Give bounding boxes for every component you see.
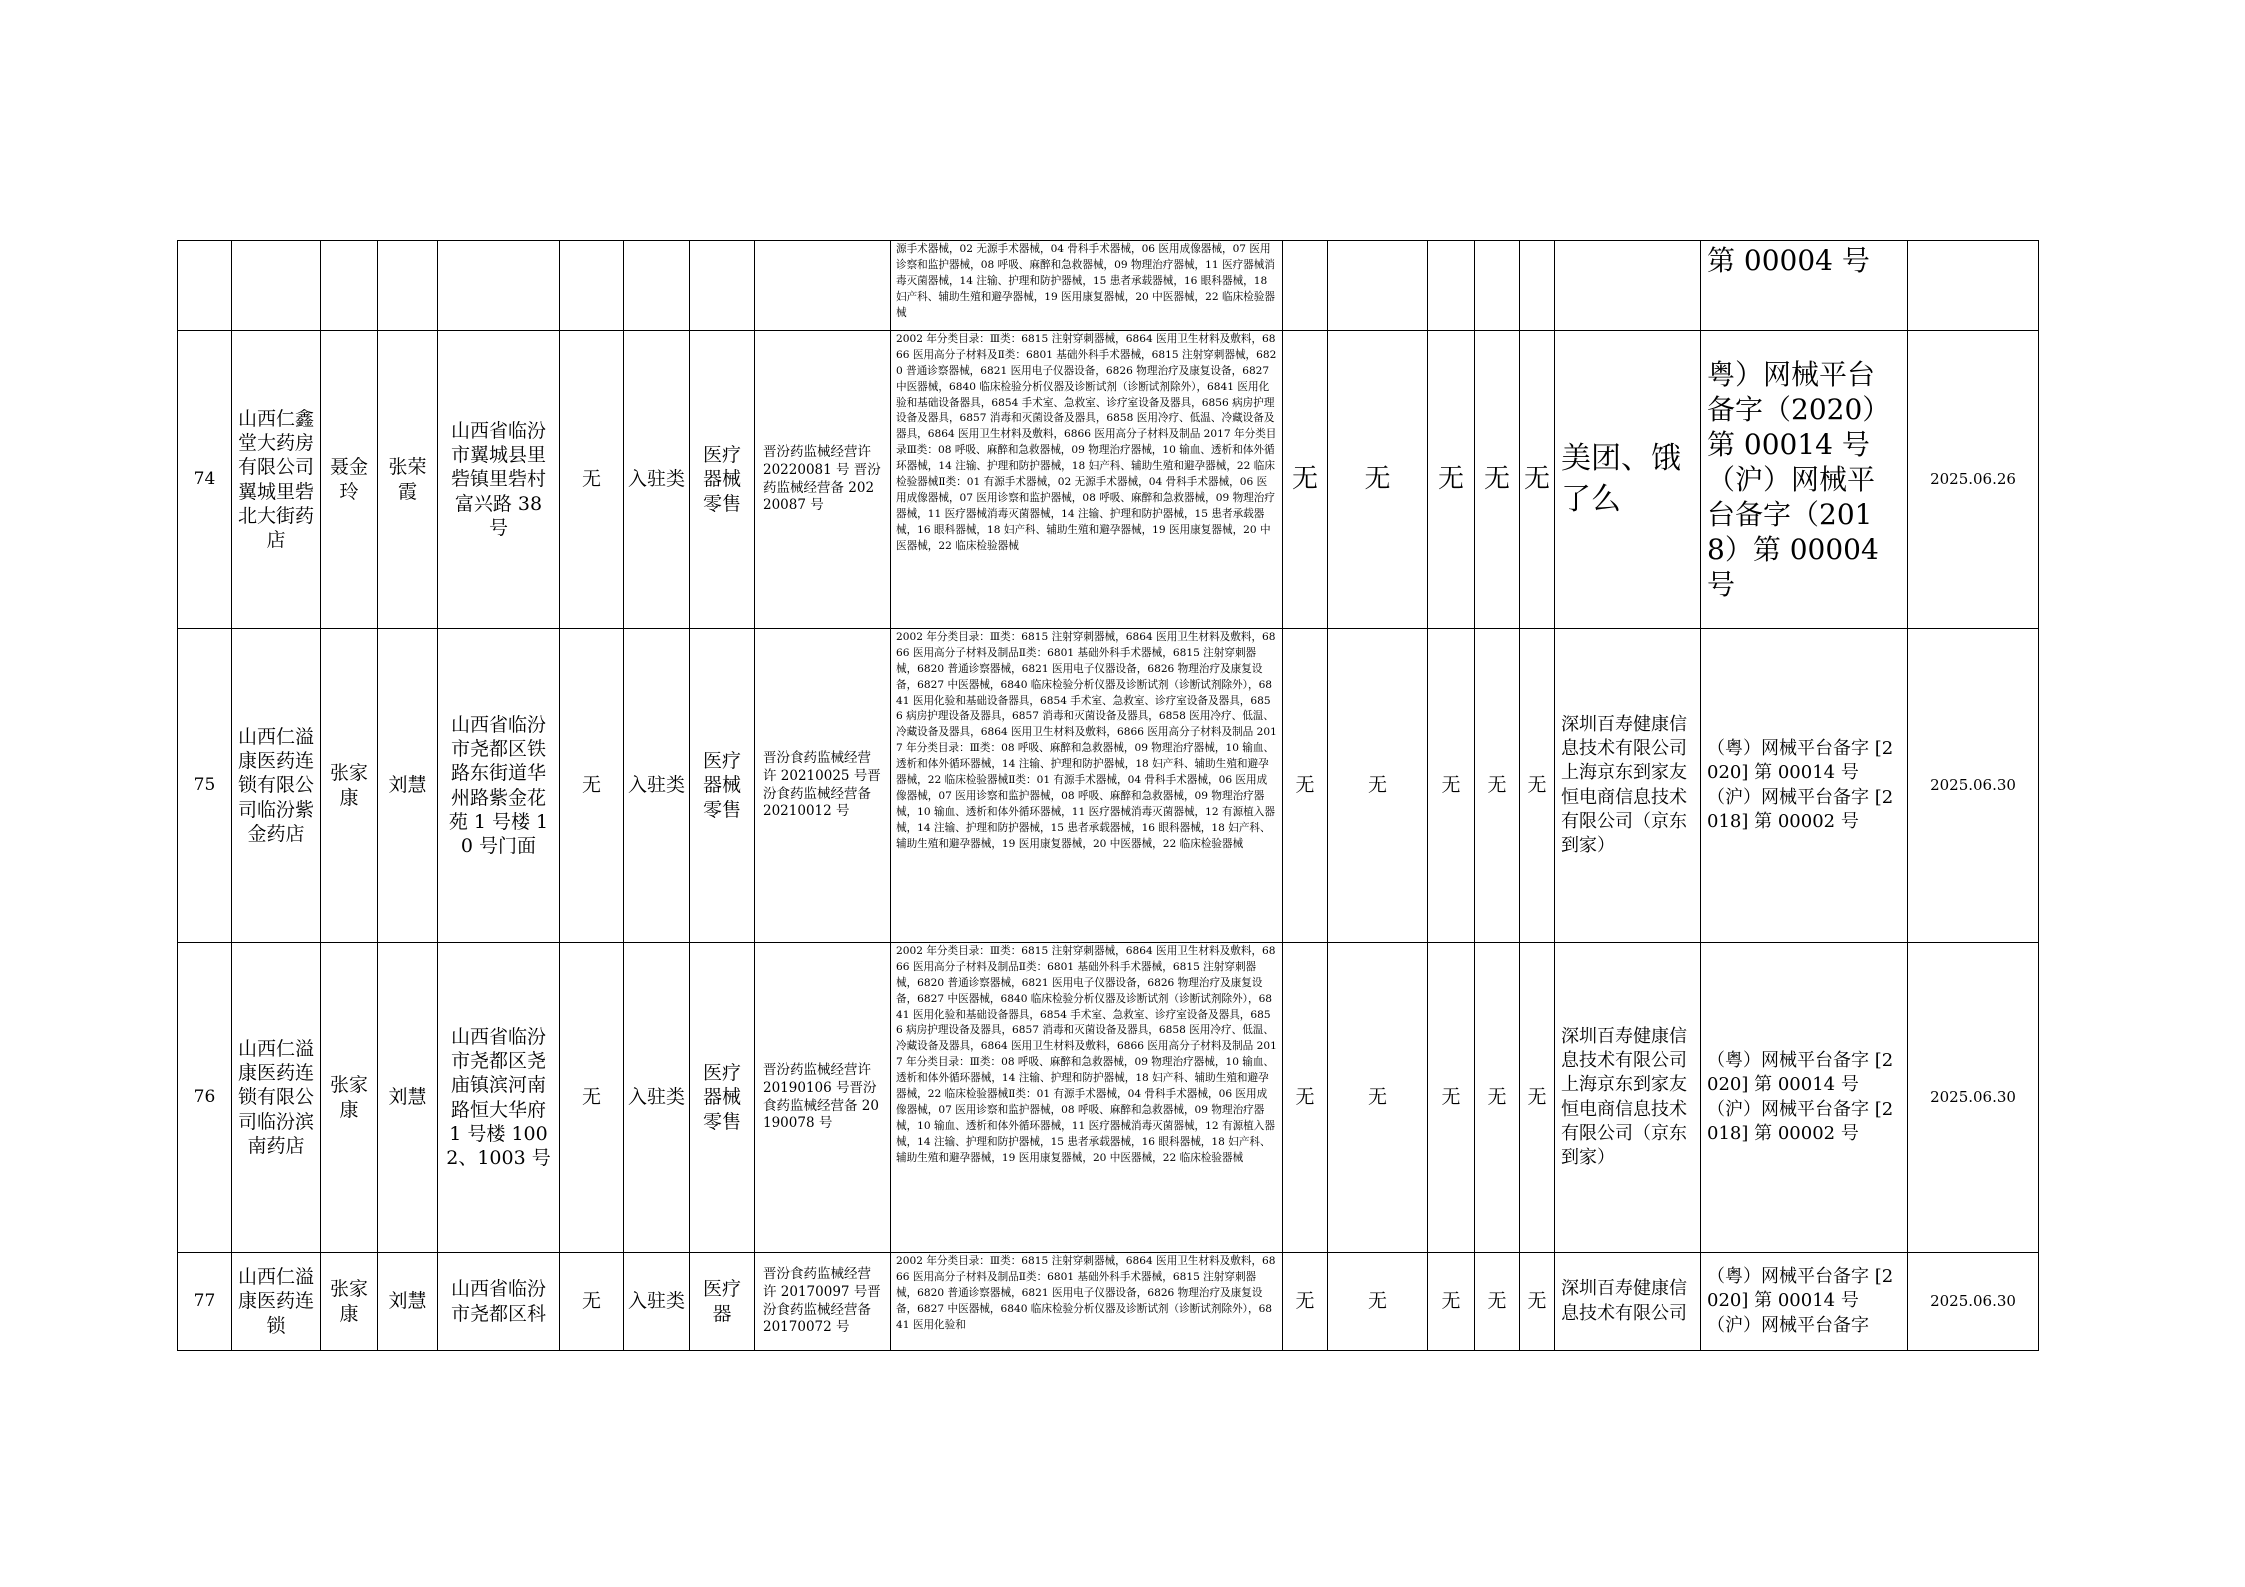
principal xyxy=(378,241,438,331)
date xyxy=(1908,241,2039,331)
table-row xyxy=(178,629,2039,943)
check-5 xyxy=(1520,241,1555,331)
check-5: 无 xyxy=(1520,331,1555,629)
row-number: 77 xyxy=(178,1253,232,1351)
platform-record-number: （粤）网械平台备字 [2020] 第 00014 号（沪）网械平台备字 [2018] 第 00002 号 xyxy=(1701,629,1908,943)
category: 入驻类 xyxy=(624,629,690,943)
company-name: 山西仁溢康医药连锁 xyxy=(232,1253,321,1351)
principal: 刘慧 xyxy=(378,629,438,943)
check-3: 无 xyxy=(1428,331,1475,629)
check-4: 无 xyxy=(1475,943,1520,1253)
legal-representative: 聂金玲 xyxy=(321,331,378,629)
business-scope: 2002 年分类目录：Ⅲ类：6815 注射穿刺器械，6864 医用卫生材料及敷料，6866 医用高分子材料及制品Ⅱ类：6801 基础外科手术器械，6815 注射穿刺器械，6820 普通诊察器械，6821 医用电子仪器设备，6826 物理治疗及康复设备，6827 中医器械，6840 临床检验分析仪器及诊断试剂（诊断试剂除外），6841 医用化验和 xyxy=(891,1253,1283,1351)
principal: 刘慧 xyxy=(378,1253,438,1351)
business-scope: 2002 年分类目录：Ⅲ类：6815 注射穿刺器械，6864 医用卫生材料及敷料，6866 医用高分子材料及Ⅱ类：6801 基础外科手术器械，6815 注射穿刺器械，6820 普通诊察器械，6821 医用电子仪器设备，6826 物理治疗及康复设备，6827 中医器械，6840 临床检验分析仪器及诊断试剂（诊断试剂除外），6841 医用化验和基础设备器具，6854 手术室、急救室、诊疗室设备及器具，6856 病房护理设备及器具，6857 消毒和灭菌设备及器具，6858 医用冷疗、低温、冷藏设备及器具，6864 医用卫生材料及敷料，6866 医用高分子材料及制品 2017 年分类目录Ⅲ类：08 呼吸、麻醉和急救器械，09 物理治疗器械，10 输血、透析和体外循环器械，14 注输、护理和防护器械，18 妇产科、辅助生殖和避孕器械，22 临床检验器械Ⅱ类：01 有源手术器械，02 无源手术器械，04 骨科手术器械，06 医用成像器械，07 医用诊察和监护器械，08 呼吸、麻醉和急救器械，09 物理治疗器械，11 医疗器械消毒灭菌器械，14 注输、护理和防护器械，15 患者承载器械，16 眼科器械，18 妇产科、辅助生殖和避孕器械，19 医用康复器械，20 中医器械，22 临床检验器械 xyxy=(891,331,1283,629)
platform-record-number: 第 00004 号 xyxy=(1701,241,1908,331)
license-number: 晋汾药监械经营许 20220081 号 晋汾药监械经营备 20220087 号 xyxy=(755,331,891,629)
company-name: 山西仁鑫堂大药房有限公司翼城里砦北大街药店 xyxy=(232,331,321,629)
date: 2025.06.30 xyxy=(1908,629,2039,943)
company-name: 山西仁溢康医药连锁有限公司临汾紫金药店 xyxy=(232,629,321,943)
col5-value: 无 xyxy=(560,629,624,943)
table-row xyxy=(178,331,2039,629)
table-row xyxy=(178,241,2039,331)
address: 山西省临汾市尧都区科 xyxy=(438,1253,560,1351)
business-type: 医疗器械零售 xyxy=(690,943,755,1253)
check-1 xyxy=(1283,241,1328,331)
platform-name: 深圳百寿健康信息技术有限公司 xyxy=(1555,1253,1701,1351)
business-type: 医疗器 xyxy=(690,1253,755,1351)
category: 入驻类 xyxy=(624,331,690,629)
business-scope: 源手术器械，02 无源手术器械，04 骨科手术器械，06 医用成像器械，07 医用诊察和监护器械，08 呼吸、麻醉和急救器械，09 物理治疗器械，11 医疗器械消毒灭菌器械，14 注输、护理和防护器械，15 患者承载器械，16 眼科器械，18 妇产科、辅助生殖和避孕器械，19 医用康复器械，20 中医器械，22 临床检验器械 xyxy=(891,241,1283,331)
check-5: 无 xyxy=(1520,629,1555,943)
table-row xyxy=(178,1253,2039,1351)
legal-representative: 张家康 xyxy=(321,1253,378,1351)
date: 2025.06.30 xyxy=(1908,1253,2039,1351)
check-2 xyxy=(1328,241,1428,331)
platform-name: 深圳百寿健康信息技术有限公司 上海京东到家友恒电商信息技术有限公司（京东到家） xyxy=(1555,943,1701,1253)
principal: 刘慧 xyxy=(378,943,438,1253)
platform-record-number: 粤）网械平台备字（2020）第 00014 号（沪）网械平台备字（2018）第 00004 号 xyxy=(1701,331,1908,629)
company-name xyxy=(232,241,321,331)
col5-value: 无 xyxy=(560,331,624,629)
platform-name xyxy=(1555,241,1701,331)
check-5: 无 xyxy=(1520,943,1555,1253)
principal: 张荣霞 xyxy=(378,331,438,629)
platform-record-number: （粤）网械平台备字 [2020] 第 00014 号（沪）网械平台备字 xyxy=(1701,1253,1908,1351)
check-4 xyxy=(1475,241,1520,331)
category: 入驻类 xyxy=(624,1253,690,1351)
license-number: 晋汾食药监械经营许 20210025 号晋汾食药监械经营备 20210012 号 xyxy=(755,629,891,943)
company-name: 山西仁溢康医药连锁有限公司临汾滨南药店 xyxy=(232,943,321,1253)
business-type xyxy=(690,241,755,331)
check-3: 无 xyxy=(1428,629,1475,943)
category: 入驻类 xyxy=(624,943,690,1253)
address: 山西省临汾市翼城县里砦镇里砦村富兴路 38 号 xyxy=(438,331,560,629)
check-1: 无 xyxy=(1283,943,1328,1253)
business-scope: 2002 年分类目录：Ⅲ类：6815 注射穿刺器械，6864 医用卫生材料及敷料，6866 医用高分子材料及制品Ⅱ类：6801 基础外科手术器械，6815 注射穿刺器械，6820 普通诊察器械，6821 医用电子仪器设备，6826 物理治疗及康复设备，6827 中医器械，6840 临床检验分析仪器及诊断试剂（诊断试剂除外），6841 医用化验和基础设备器具，6854 手术室、急救室、诊疗室设备及器具，6856 病房护理设备及器具，6857 消毒和灭菌设备及器具，6858 医用冷疗、低温、冷藏设备及器具，6864 医用卫生材料及敷料，6866 医用高分子材料及制品 2017 年分类目录：Ⅲ类：08 呼吸、麻醉和急救器械，09 物理治疗器械，10 输血、透析和体外循环器械，14 注输、护理和防护器械，18 妇产科、辅助生殖和避孕器械，22 临床检验器械Ⅱ类：01 有源手术器械，04 骨科手术器械，06 医用成像器械，07 医用诊察和监护器械，08 呼吸、麻醉和急救器械，09 物理治疗器械，10 输血、透析和体外循环器械，11 医疗器械消毒灭菌器械，12 有源植入器械，14 注输、护理和防护器械，15 患者承载器械，16 眼科器械，18 妇产科、辅助生殖和避孕器械，19 医用康复器械，20 中医器械，22 临床检验器械 xyxy=(891,629,1283,943)
col5-value: 无 xyxy=(560,1253,624,1351)
check-4: 无 xyxy=(1475,629,1520,943)
address xyxy=(438,241,560,331)
check-2: 无 xyxy=(1328,1253,1428,1351)
row-number: 74 xyxy=(178,331,232,629)
check-2: 无 xyxy=(1328,331,1428,629)
category xyxy=(624,241,690,331)
check-1: 无 xyxy=(1283,629,1328,943)
check-3: 无 xyxy=(1428,1253,1475,1351)
business-scope: 2002 年分类目录：Ⅲ类：6815 注射穿刺器械，6864 医用卫生材料及敷料，6866 医用高分子材料及制品Ⅱ类：6801 基础外科手术器械，6815 注射穿刺器械，6820 普通诊察器械，6821 医用电子仪器设备，6826 物理治疗及康复设备，6827 中医器械，6840 临床检验分析仪器及诊断试剂（诊断试剂除外），6841 医用化验和基础设备器具，6854 手术室、急救室、诊疗室设备及器具，6856 病房护理设备及器具，6857 消毒和灭菌设备及器具，6858 医用冷疗、低温、冷藏设备及器具，6864 医用卫生材料及敷料，6866 医用高分子材料及制品 2017 年分类目录：Ⅲ类：08 呼吸、麻醉和急救器械，09 物理治疗器械，10 输血、透析和体外循环器械，14 注输、护理和防护器械，18 妇产科、辅助生殖和避孕器械，22 临床检验器械Ⅱ类：01 有源手术器械，04 骨科手术器械，06 医用成像器械，07 医用诊察和监护器械，08 呼吸、麻醉和急救器械，09 物理治疗器械，10 输血、透析和体外循环器械，11 医疗器械消毒灭菌器械，12 有源植入器械，14 注输、护理和防护器械，15 患者承载器械，16 眼科器械，18 妇产科、辅助生殖和避孕器械，19 医用康复器械，20 中医器械，22 临床检验器械 xyxy=(891,943,1283,1253)
date: 2025.06.26 xyxy=(1908,331,2039,629)
row-number xyxy=(178,241,232,331)
registry-table xyxy=(177,240,2039,1351)
legal-representative xyxy=(321,241,378,331)
col5-value xyxy=(560,241,624,331)
legal-representative: 张家康 xyxy=(321,629,378,943)
legal-representative: 张家康 xyxy=(321,943,378,1253)
business-type: 医疗器械零售 xyxy=(690,331,755,629)
check-2: 无 xyxy=(1328,943,1428,1253)
row-number: 75 xyxy=(178,629,232,943)
check-1: 无 xyxy=(1283,1253,1328,1351)
address: 山西省临汾市尧都区尧庙镇滨河南路恒大华府 1 号楼 1002、1003 号 xyxy=(438,943,560,1253)
check-3 xyxy=(1428,241,1475,331)
row-number: 76 xyxy=(178,943,232,1253)
license-number xyxy=(755,241,891,331)
business-type: 医疗器械零售 xyxy=(690,629,755,943)
date: 2025.06.30 xyxy=(1908,943,2039,1253)
check-4: 无 xyxy=(1475,331,1520,629)
check-5: 无 xyxy=(1520,1253,1555,1351)
platform-record-number: （粤）网械平台备字 [2020] 第 00014 号（沪）网械平台备字 [2018] 第 00002 号 xyxy=(1701,943,1908,1253)
check-1: 无 xyxy=(1283,331,1328,629)
check-2: 无 xyxy=(1328,629,1428,943)
check-4: 无 xyxy=(1475,1253,1520,1351)
license-number: 晋汾食药监械经营许 20170097 号晋汾食药监械经营备 20170072 号 xyxy=(755,1253,891,1351)
address: 山西省临汾市尧都区铁路东街道华州路紫金花苑 1 号楼 10 号门面 xyxy=(438,629,560,943)
table-row xyxy=(178,943,2039,1253)
check-3: 无 xyxy=(1428,943,1475,1253)
license-number: 晋汾药监械经营许 20190106 号晋汾食药监械经营备 20190078 号 xyxy=(755,943,891,1253)
col5-value: 无 xyxy=(560,943,624,1253)
platform-name: 深圳百寿健康信息技术有限公司 上海京东到家友恒电商信息技术有限公司（京东到家） xyxy=(1555,629,1701,943)
platform-name: 美团、饿了么 xyxy=(1555,331,1701,629)
